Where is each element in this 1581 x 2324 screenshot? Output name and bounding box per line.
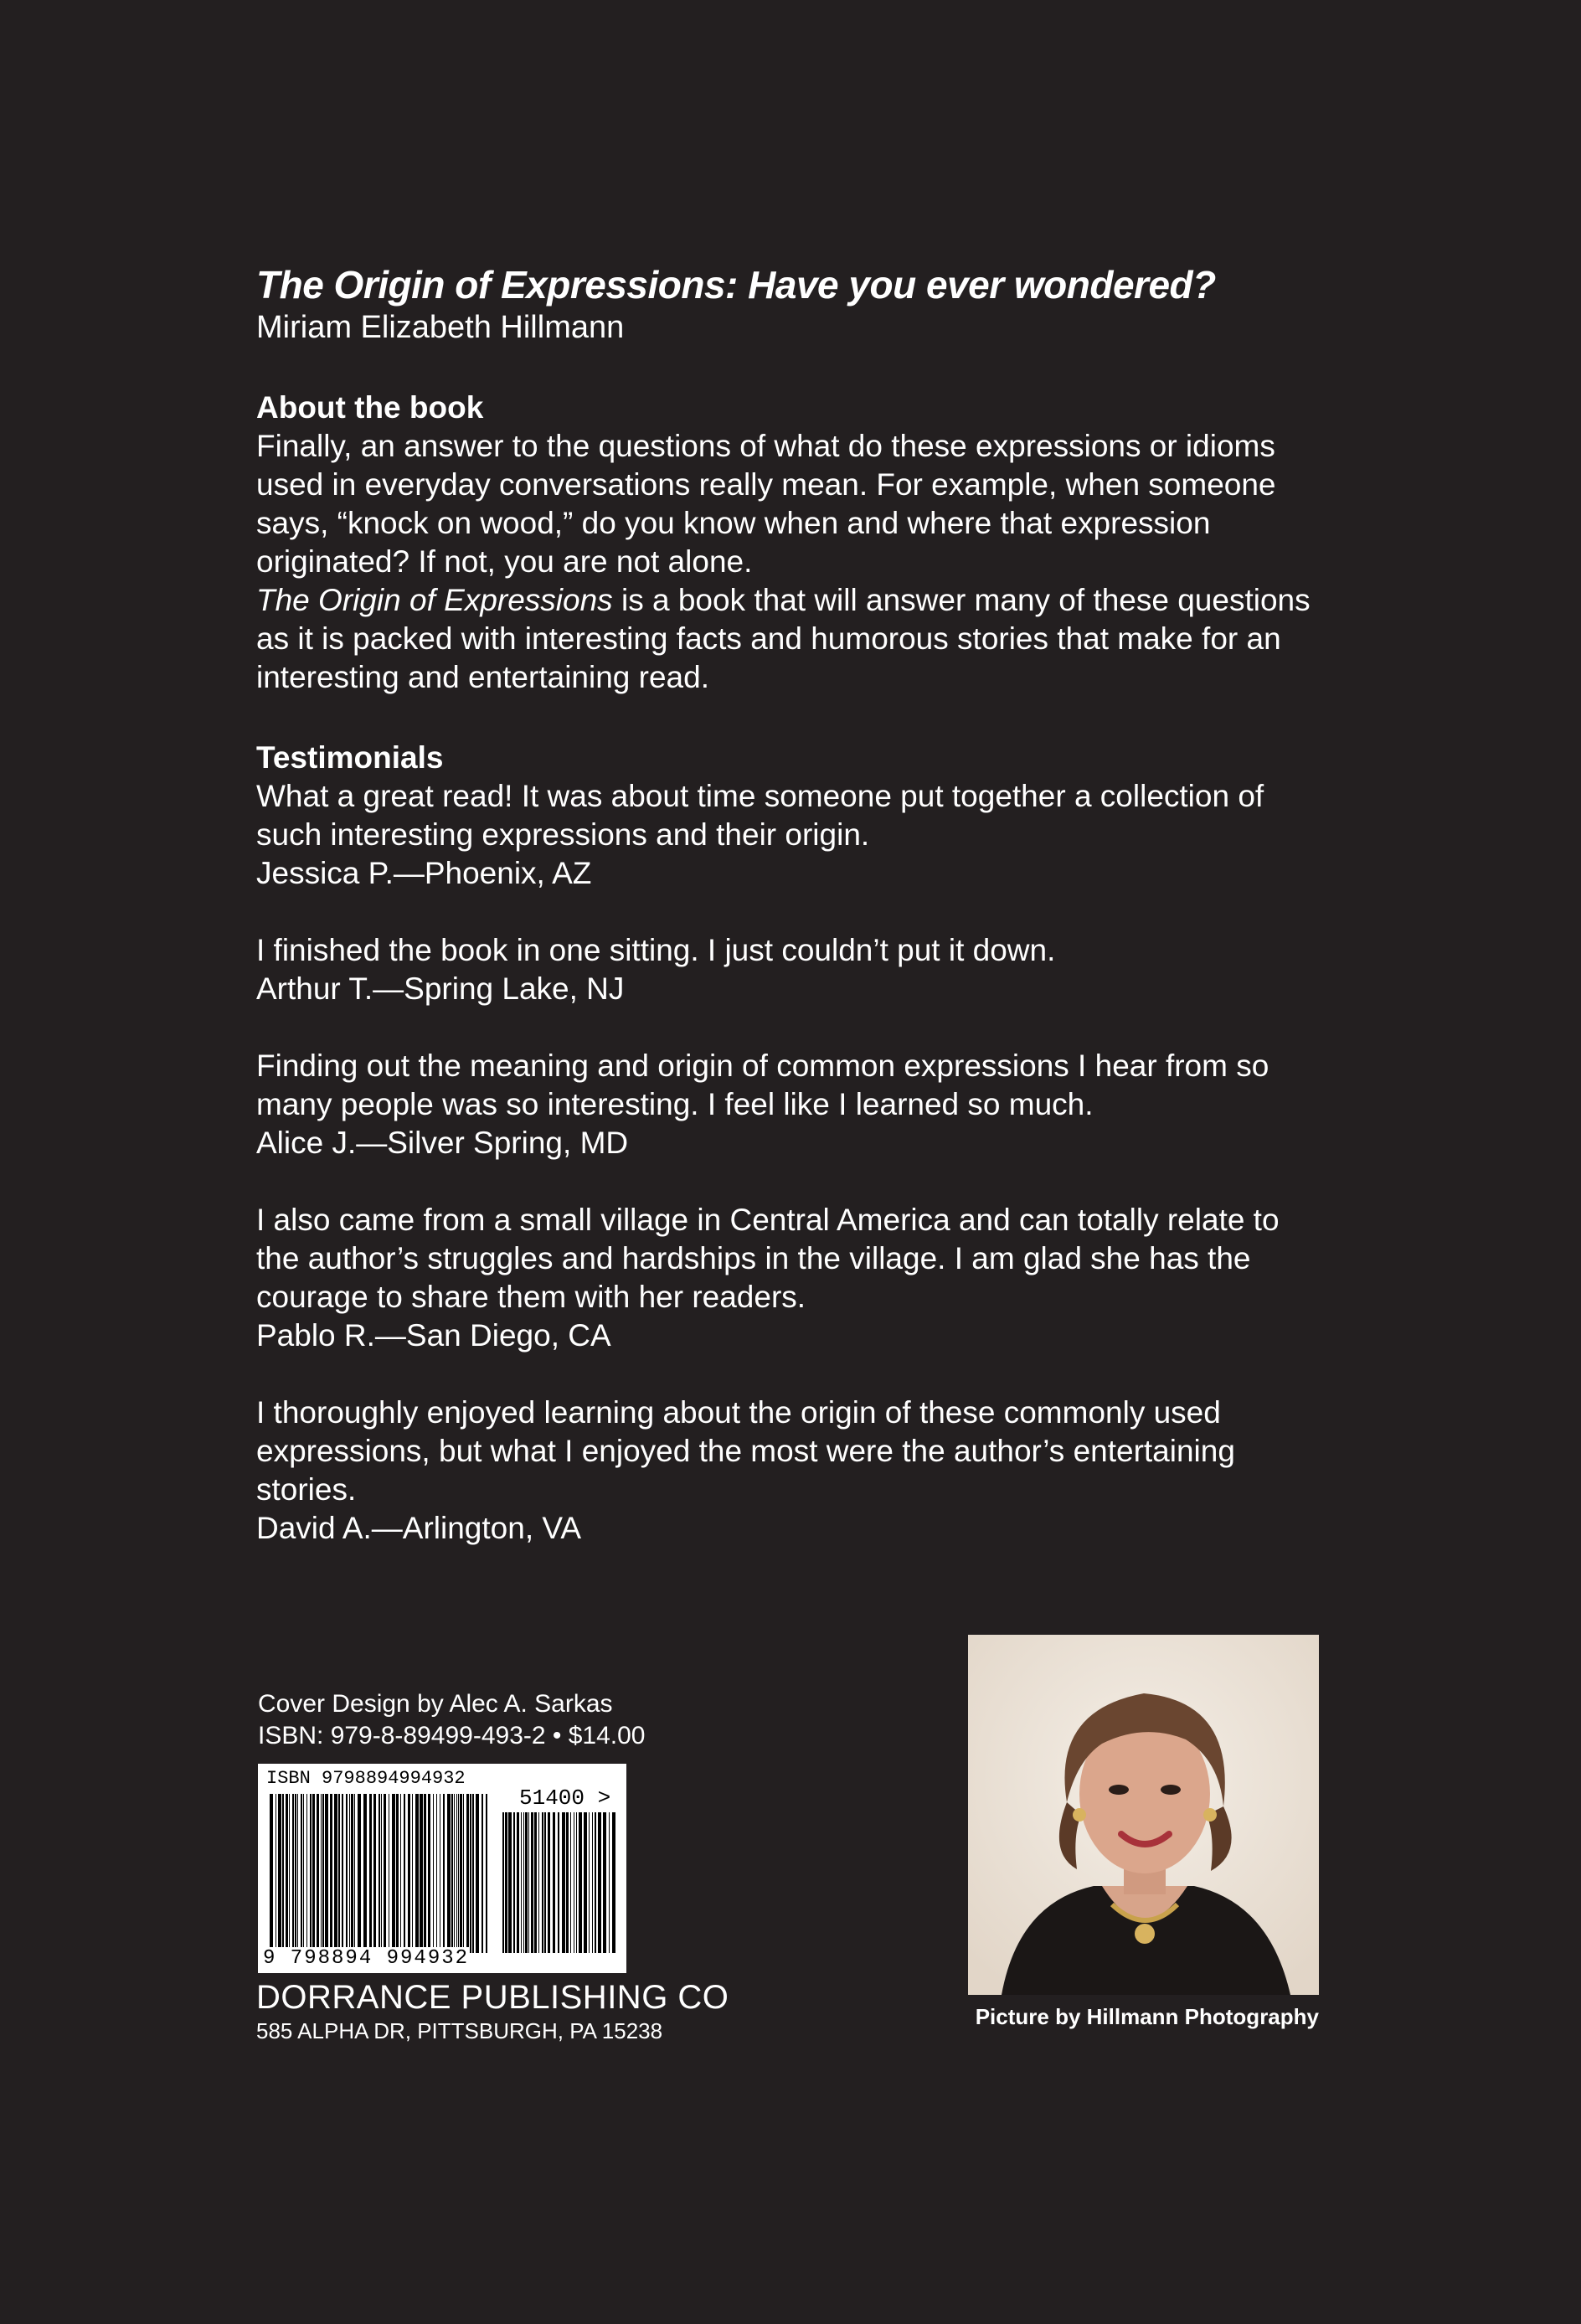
barcode-bar — [325, 1794, 328, 1953]
barcode-bar — [297, 1794, 298, 1953]
barcode-bar — [270, 1794, 273, 1953]
barcode-bar — [566, 1812, 569, 1953]
barcode-bar — [369, 1794, 372, 1953]
barcode-bar — [576, 1812, 577, 1953]
author-photo — [968, 1635, 1319, 1995]
isbn-barcode — [258, 1764, 626, 1973]
barcode-bar — [354, 1794, 355, 1953]
barcode-bar — [502, 1812, 504, 1953]
publisher-name: DORRANCE PUBLISHING CO — [256, 1979, 729, 2016]
barcode-bar — [400, 1794, 401, 1953]
barcode-bar — [433, 1794, 434, 1953]
barcode-bar — [598, 1812, 601, 1953]
barcode-bar — [342, 1794, 343, 1953]
barcode-bar — [295, 1794, 296, 1953]
barcode-bar — [282, 1794, 284, 1953]
barcode-bar — [322, 1794, 324, 1953]
barcode-bar — [289, 1794, 290, 1953]
barcode-bar — [338, 1794, 340, 1953]
barcode-bar — [310, 1794, 312, 1953]
barcode-bar — [525, 1812, 528, 1953]
barcode-bar — [603, 1812, 606, 1953]
barcode-bar — [589, 1812, 590, 1953]
testimonial-item — [256, 1394, 1324, 1548]
barcode-bar — [472, 1794, 474, 1953]
barcode-bar — [538, 1812, 539, 1953]
barcode-bar — [553, 1812, 555, 1953]
about-paragraph — [256, 427, 1324, 581]
barcode-bar — [436, 1794, 437, 1953]
barcode-bar — [548, 1812, 550, 1953]
barcode-bar — [379, 1794, 380, 1953]
barcode-bar — [447, 1794, 451, 1953]
barcode-bar — [542, 1812, 543, 1953]
barcode-bar — [562, 1812, 565, 1953]
cover-design-credit: Cover Design by Alec A. Sarkas — [258, 1690, 613, 1718]
barcode-digits: 9 798894 994932 — [263, 1947, 470, 1970]
barcode-bar — [609, 1812, 610, 1953]
barcode-bar — [330, 1794, 332, 1953]
barcode-bar — [306, 1794, 307, 1953]
barcode-bar — [303, 1794, 304, 1953]
testimonial-quote: What a great read! It was about time someone put together a collection of such interesting expressions and their origin. — [256, 779, 1264, 852]
barcode-bar — [351, 1794, 353, 1953]
barcode-bar — [312, 1794, 315, 1953]
testimonial-attribution: Jessica P.—Phoenix, AZ — [256, 856, 592, 890]
barcode-bar — [592, 1812, 593, 1953]
barcode-bar — [458, 1794, 459, 1953]
barcode-bar — [595, 1812, 596, 1953]
barcode-bar — [466, 1794, 469, 1953]
barcode-bar — [523, 1812, 524, 1953]
barcode-bar — [358, 1794, 361, 1953]
barcode-bar — [286, 1794, 288, 1953]
barcode-bar — [334, 1794, 337, 1953]
isbn-price-line: ISBN: 979-8-89499-493-2 • $14.00 — [258, 1722, 646, 1749]
barcode-bar — [301, 1794, 302, 1953]
barcode-bar — [404, 1794, 405, 1953]
barcode-bar — [346, 1794, 348, 1953]
barcode-isbn-label: ISBN 9798894994932 — [266, 1768, 466, 1789]
barcode-bar — [278, 1794, 281, 1953]
barcode-bar — [451, 1794, 453, 1953]
barcode-bar — [460, 1794, 462, 1953]
testimonial-quote: I finished the book in one sitting. I just couldn’t put it down. — [256, 933, 1056, 967]
barcode-bar — [584, 1812, 587, 1953]
barcode-bar — [544, 1812, 546, 1953]
photo-caption: Picture by Hillmann Photography — [975, 2004, 1319, 2029]
barcode-bar — [579, 1812, 582, 1953]
barcode-bar — [521, 1812, 522, 1953]
barcode-bar — [392, 1794, 395, 1953]
testimonial-quote: I also came from a small village in Central America and can totally relate to the author’s struggles and hardships in the village. I am glad she has the courage to share them with her readers. — [256, 1203, 1280, 1314]
barcode-bar — [508, 1812, 512, 1953]
testimonial-attribution: Pablo R.—San Diego, CA — [256, 1318, 611, 1353]
testimonial-attribution: David A.—Arlington, VA — [256, 1511, 581, 1545]
barcode-price-code: 51400 > — [519, 1786, 611, 1811]
barcode-bar — [528, 1812, 529, 1953]
barcode-bar — [415, 1794, 419, 1953]
back-cover-text — [256, 261, 1324, 1548]
about-text-1: Finally, an answer to the questions of what do these expressions or idioms used in everyday conversations really mean. For example, when someone says, “knock on wood,” do you know when and where that expression originated? If not, you are not alone. — [256, 429, 1276, 579]
barcode-bar — [349, 1794, 350, 1953]
barcode-bar — [317, 1794, 319, 1953]
testimonial-quote: I thoroughly enjoyed learning about the origin of these commonly used expressions, but what I enjoyed the most were the author’s entertaining stories. — [256, 1395, 1235, 1507]
barcode-bar — [454, 1794, 455, 1953]
publisher-address: 585 ALPHA DR, PITTSBURGH, PA 15238 — [256, 2018, 663, 2043]
barcode-bar — [396, 1794, 399, 1953]
testimonial-item — [256, 1047, 1324, 1162]
barcode-bar — [428, 1794, 430, 1953]
testimonials-list — [256, 777, 1324, 1548]
barcode-bar — [476, 1794, 479, 1953]
about-title-reference: The Origin of Expressions — [256, 583, 613, 617]
barcode-addon-bars — [502, 1812, 616, 1953]
barcode-bar — [463, 1794, 464, 1953]
barcode-bar — [373, 1794, 376, 1953]
barcode-bar — [292, 1794, 294, 1953]
barcode-bar — [531, 1812, 533, 1953]
barcode-bar — [570, 1812, 571, 1953]
barcode-main-bars — [270, 1794, 489, 1953]
barcode-bar — [517, 1812, 519, 1953]
testimonial-quote: Finding out the meaning and origin of common expressions I hear from so many people was so interesting. I feel like I learned so much. — [256, 1049, 1269, 1121]
barcode-bar — [482, 1794, 483, 1953]
about-paragraph-2 — [256, 581, 1324, 697]
barcode-bar — [612, 1812, 615, 1953]
testimonials-heading: Testimonials — [256, 740, 444, 775]
barcode-bar — [486, 1794, 487, 1953]
testimonial-item — [256, 931, 1324, 1008]
credits-block — [258, 1688, 645, 1752]
barcode-bar — [505, 1812, 507, 1953]
testimonial-attribution: Arthur T.—Spring Lake, NJ — [256, 971, 625, 1006]
testimonial-item — [256, 777, 1324, 893]
barcode-bar — [443, 1794, 445, 1953]
book-author: Miriam Elizabeth Hillmann — [256, 310, 625, 345]
barcode-bar — [513, 1812, 515, 1953]
barcode-bar — [456, 1794, 457, 1953]
barcode-bar — [384, 1794, 386, 1953]
barcode-bar — [534, 1812, 537, 1953]
barcode-bar — [381, 1794, 382, 1953]
author-portrait-image — [968, 1635, 1319, 1995]
barcode-bar — [412, 1794, 413, 1953]
barcode-bar — [558, 1812, 559, 1953]
barcode-bar — [321, 1794, 322, 1953]
book-title: The Origin of Expressions: Have you ever wondered? — [256, 263, 1216, 307]
barcode-bar — [408, 1794, 410, 1953]
testimonial-item — [256, 1201, 1324, 1355]
about-heading: About the book — [256, 390, 484, 425]
barcode-bar — [470, 1794, 471, 1953]
testimonial-attribution: Alice J.—Silver Spring, MD — [256, 1126, 629, 1160]
about-text-2: is a book that will answer many of these questions as it is packed with interesting facts and humorous stories that make for an interesting and entertaining read. — [256, 583, 1311, 694]
barcode-bar — [424, 1794, 426, 1953]
barcode-bar — [420, 1794, 423, 1953]
barcode-bar — [363, 1794, 367, 1953]
